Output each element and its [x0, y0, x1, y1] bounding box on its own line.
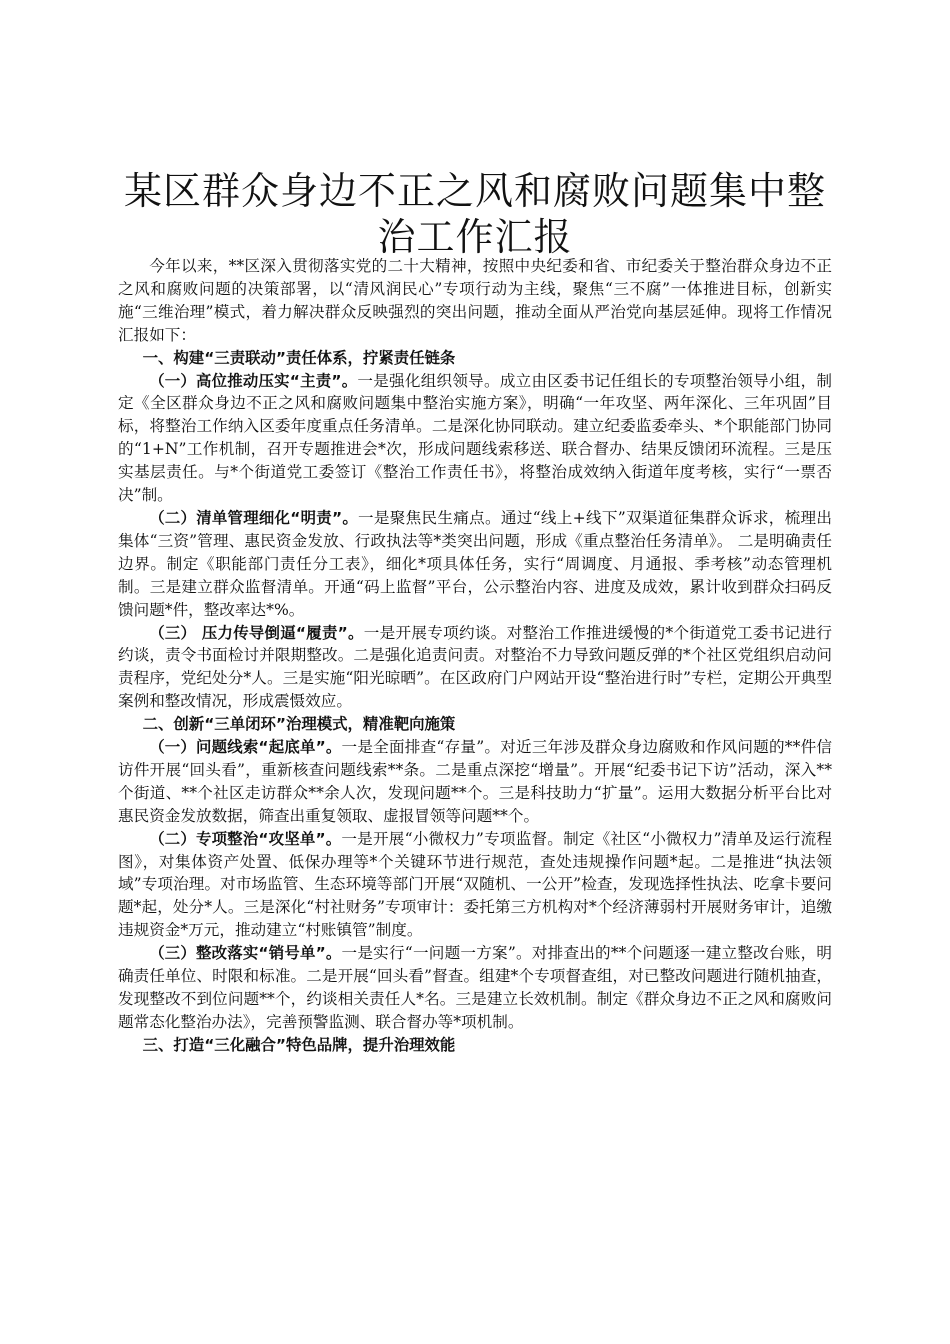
- subheading-2-1: （一）问题线索“起底单”。: [149, 738, 342, 757]
- section-heading-3: 三、打造“三化融合”特色品牌，提升治理效能: [142, 1035, 456, 1054]
- subheading-2-3: （三）整改落实“销号单”。: [149, 944, 342, 963]
- paragraph-2-1: [118, 736, 832, 828]
- subheading-2-2: （二）专项整治“攻坚单”。: [149, 829, 342, 848]
- document-title: 某区群众身边不正之风和腐败问题集中整治工作汇报: [123, 169, 826, 259]
- paragraph-2-3: [118, 942, 832, 1034]
- intro-paragraph: 今年以来，**区深入贯彻落实党的二十大精神，按照中央纪委和省、市纪委关于整治群众身边不正之风和腐败问题的决策部署，以“清风润民心”专项行动为主线，聚焦“三不腐”一体推进目标，创新实施“三维治理”模式，着力解决群众反映强烈的突出问题，推动全面从严治党向基层延伸。现将工作情况汇报如下：: [118, 257, 832, 344]
- subheading-1-2: （二）清单管理细化“明责”。: [149, 508, 359, 527]
- section-heading-1: 一、构建“三责联动”责任体系，拧紧责任链条: [142, 348, 456, 367]
- subheading-1-1: （一）高位推动压实“主责”。: [149, 371, 358, 390]
- paragraph-text-2-2: 一是开展“小微权力”专项监督。制定《社区“小微权力”清单及运行流程图》，对集体资产处置、低保办理等*个关键环节进行规范，查处违规操作问题*起。二是推进“执法领域”专项治理。对市场监管、生态环境等部门开展“双随机、一公开”检查，发现选择性执法、吃拿卡要问题*起，处分*人。三是深化“村社财务”专项审计：委托第三方机构对*个经济薄弱村开展财务审计，追缴违规资金*万元，推动建立“村账镇管”制度。: [118, 829, 833, 940]
- paragraph-1-1: [118, 370, 832, 507]
- section-heading-2: 二、创新“三单闭环”治理模式，精准靶向施策: [142, 715, 456, 734]
- document-body: [118, 255, 832, 1057]
- subheading-1-3: （三） 压力传导倒逼“履责”。: [149, 623, 364, 642]
- paragraph-text-2-3: 一是实行“一问题一方案”。对排查出的**个问题逐一建立整改台账，明确责任单位、时限和标准。二是开展“回头看”督查。组建*个专项督查组，对已整改问题进行随机抽查，发现整改不到位问题**个，约谈相关责任人*名。三是建立长效机制。制定《群众身边不正之风和腐败问题常态化整治办法》，完善预警监测、联合督办等*项机制。: [118, 944, 832, 1031]
- paragraph-1-2: [118, 507, 832, 622]
- paragraph-text-1-2: 一是聚焦民生痛点。通过“线上+线下”双渠道征集群众诉求，梳理出集体“三资”管理、惠民资金发放、行政执法等*类突出问题，形成《重点整治任务清单》。 二是明确责任边界。制定《职能部门责任分工表》，细化*项具体任务，实行“周调度、月通报、季考核”动态管理机制。三是建立群众监督清单。开通“码上监督”平台，公示整治内容、进度及成效，累计收到群众扫码反馈问题*件，整改率达*%。: [118, 508, 833, 619]
- paragraph-1-3: [118, 622, 832, 714]
- paragraph-text-1-3: 一是开展专项约谈。对整治工作推进缓慢的*个街道党工委书记进行约谈，责令书面检讨并限期整改。二是强化追责问责。对整治不力导致问题反弹的*个社区党组织启动问责程序，党纪处分*人。三是实施“阳光晾晒”。在区政府门户网站开设“整治进行时”专栏，定期公开典型案例和整改情况，形成震慑效应。: [118, 623, 832, 711]
- paragraph-text-2-1: 一是全面排查“存量”。对近三年涉及群众身边腐败和作风问题的**件信访件开展“回头看”，重新核查问题线索**条。二是重点深挖“增量”。开展“纪委书记下访”活动，深入**个街道、**个社区走访群众**余人次，发现问题**个。三是科技助力“扩量”。运用大数据分析平台比对惠民资金发放数据，筛查出重复领取、虚报冒领等问题**个。: [118, 738, 832, 825]
- paragraph-2-2: [118, 828, 832, 943]
- paragraph-text-1-1: 一是强化组织领导。成立由区委书记任组长的专项整治领导小组，制定《全区群众身边不正之风和腐败问题集中整治实施方案》，明确“一年攻坚、两年深化、三年巩固”目标，将整治工作纳入区委年度重点任务清单。二是深化协同联动。建立纪委监委牵头、*个职能部门协同的“1+N”工作机制，召开专题推进会*次，形成问题线索移送、联合督办、结果反馈闭环流程。三是压实基层责任。与*个街道党工委签订《整治工作责任书》，将整治成效纳入街道年度考核，实行“一票否决”制。: [118, 371, 832, 505]
